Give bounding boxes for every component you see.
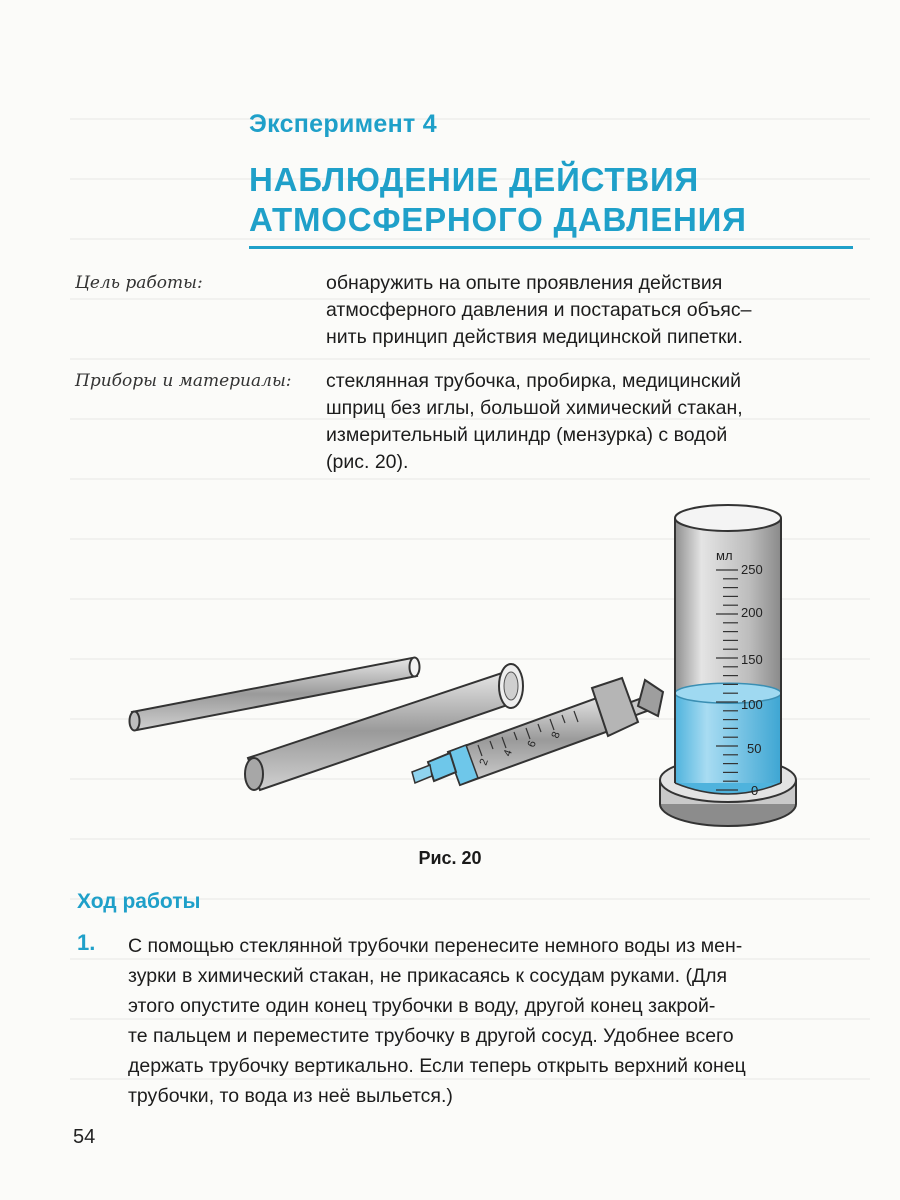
syringe-mark: 4	[501, 748, 515, 759]
goal-line: атмосферного давления и постараться объяс–	[326, 299, 752, 321]
materials-text	[326, 368, 836, 476]
materials-label: Приборы и материалы:	[75, 371, 292, 391]
goal-line: нить принцип действия медицинской пипетки.	[326, 326, 743, 348]
cylinder-mark: 150	[741, 652, 763, 667]
cylinder-mark: 0	[751, 783, 759, 798]
cylinder-unit: мл	[716, 548, 733, 563]
experiment-label: Эксперимент 4	[249, 110, 438, 138]
step-number: 1.	[77, 930, 96, 955]
step-line: держать трубочку вертикально. Если теперь открыть верхний конец	[128, 1055, 746, 1077]
procedure-heading: Ход работы	[77, 890, 201, 913]
goal-text	[326, 270, 836, 351]
materials-line: шприц без иглы, большой химический стакан,	[326, 397, 743, 419]
syringe-mark: 8	[549, 730, 563, 741]
step-text	[128, 931, 840, 1111]
goal-line: обнаружить на опыте проявления действия	[326, 272, 723, 294]
step-line: те пальцем и переместите трубочку в другой сосуд. Удобнее всего	[128, 1025, 734, 1047]
cylinder-mark: 50	[747, 741, 762, 756]
page-title	[249, 160, 849, 240]
title-underline	[249, 246, 853, 249]
syringe-mark: 6	[525, 739, 539, 750]
step-line: трубочки, то вода из неё выльется.)	[128, 1085, 453, 1107]
cylinder-mark: 100	[741, 697, 763, 712]
step-line: зурки в химический стакан, не прикасаясь к сосудам руками. (Для	[128, 965, 728, 987]
step-line: С помощью стеклянной трубочки перенесите немного воды из мен-	[128, 935, 743, 957]
cylinder-mark: 200	[741, 605, 763, 620]
title-line-1: НАБЛЮДЕНИЕ ДЕЙСТВИЯ	[249, 161, 700, 198]
title-line-2: АТМОСФЕРНОГО ДАВЛЕНИЯ	[249, 201, 747, 238]
goal-label: Цель работы:	[75, 273, 203, 293]
step-line: этого опустите один конец трубочки в воду, другой конец закрой-	[128, 995, 716, 1017]
materials-line: (рис. 20).	[326, 451, 409, 473]
materials-line: измерительный цилиндр (мензурка) с водой	[326, 424, 728, 446]
page-number: 54	[73, 1126, 96, 1148]
measuring-cylinder	[660, 505, 796, 826]
syringe-mark: 2	[477, 757, 491, 768]
figure-20-illustration	[110, 490, 830, 850]
figure-caption: Рис. 20	[418, 848, 482, 868]
cylinder-mark: 250	[741, 562, 763, 577]
materials-line: стеклянная трубочка, пробирка, медицинский	[326, 370, 742, 392]
